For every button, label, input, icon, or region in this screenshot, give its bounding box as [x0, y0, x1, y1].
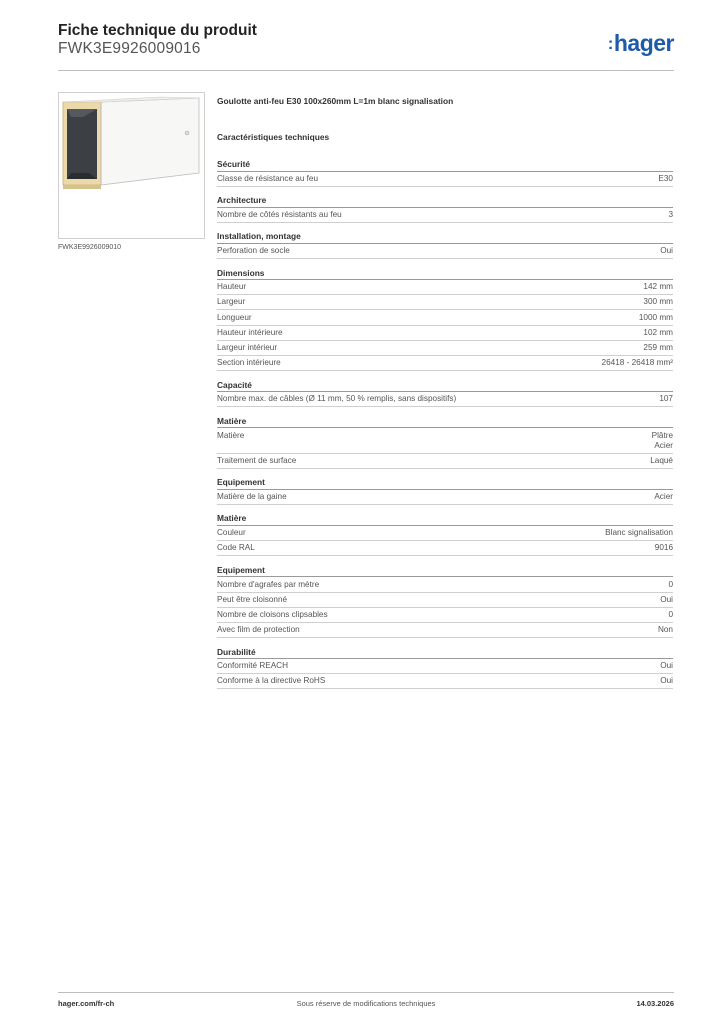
spec-value-line: Oui [660, 661, 673, 671]
section-heading: Matière [217, 513, 673, 526]
spec-value-line: Oui [660, 594, 673, 604]
spec-label: Traitement de surface [217, 455, 297, 465]
spec-row [217, 326, 673, 341]
spec-value [660, 595, 673, 605]
cable-duct-illustration [59, 93, 204, 238]
spec-section [217, 513, 673, 556]
section-heading: Dimensions [217, 268, 673, 281]
spec-label: Classe de résistance au feu [217, 173, 319, 183]
spec-row [217, 244, 673, 259]
spec-value-line: Oui [660, 676, 673, 686]
logo-text: hager [613, 30, 674, 56]
spec-section [217, 231, 673, 259]
spec-value-line: E30 [658, 173, 673, 183]
spec-value-line: Laqué [650, 455, 673, 465]
spec-row [217, 172, 673, 187]
spec-value-line: Acier [654, 440, 673, 450]
spec-row [217, 280, 673, 295]
spec-value-line: 102 mm [643, 327, 673, 337]
spec-label: Code RAL [217, 543, 255, 553]
spec-value [660, 676, 673, 686]
spec-value [659, 394, 673, 404]
spec-label: Conformité REACH [217, 661, 288, 671]
spec-value-line: Plâtre [651, 430, 673, 440]
spec-row [217, 454, 673, 469]
spec-row [217, 208, 673, 223]
spec-value [639, 313, 673, 323]
spec-value [643, 282, 673, 292]
spec-value-line: 1000 mm [638, 312, 673, 322]
hager-logo [608, 30, 674, 57]
document-title: Fiche technique du produit [58, 22, 257, 39]
spec-label: Longueur [217, 312, 252, 322]
spec-value [655, 543, 673, 553]
footer-disclaimer: Sous réserve de modifications techniques [296, 999, 436, 1008]
spec-label: Matière [217, 430, 245, 440]
spec-section [217, 380, 673, 408]
spec-row [217, 356, 673, 371]
spec-value-line: 9016 [654, 543, 673, 553]
product-image [58, 92, 205, 239]
spec-value [652, 431, 673, 451]
spec-section [217, 195, 673, 223]
spec-label: Hauteur [217, 282, 247, 292]
spec-value [643, 297, 673, 307]
spec-label: Couleur [217, 528, 246, 538]
spec-label: Matière de la gaine [217, 491, 287, 501]
spec-section [217, 565, 673, 638]
spec-label: Avec film de protection [217, 625, 300, 635]
spec-row [217, 341, 673, 356]
spec-value [658, 625, 673, 635]
spec-section [217, 159, 673, 187]
spec-row [217, 577, 673, 592]
spec-value [658, 174, 673, 184]
spec-value-line: 3 [668, 209, 673, 219]
spec-value [660, 661, 673, 671]
spec-row [217, 310, 673, 325]
spec-label: Nombre de côtés résistants au feu [217, 209, 342, 219]
spec-label: Perforation de socle [217, 246, 290, 256]
section-heading: Sécurité [217, 159, 673, 172]
spec-section [217, 477, 673, 505]
product-name: Goulotte anti-feu E30 100x260mm L=1m blanc signalisation [217, 96, 454, 106]
section-heading: Durabilité [217, 647, 673, 660]
spec-value-line: 300 mm [643, 297, 673, 307]
spec-value [650, 456, 673, 466]
image-caption: FWK3E9926009010 [58, 244, 122, 251]
spec-label: Hauteur intérieure [217, 327, 283, 337]
spec-value-line: Non [657, 625, 673, 635]
spec-label: Largeur intérieur [217, 343, 278, 352]
spec-label: Largeur [217, 297, 246, 307]
spec-row [217, 295, 673, 310]
spec-row [217, 392, 673, 407]
spec-row [217, 541, 673, 556]
section-heading: Capacité [217, 380, 673, 393]
section-heading: Installation, montage [217, 231, 673, 244]
spec-value [668, 580, 673, 590]
spec-value [668, 610, 673, 620]
spec-label: Conforme à la directive RoHS [217, 676, 326, 686]
spec-section [217, 647, 673, 690]
spec-label: Peut être cloisonné [217, 594, 288, 604]
spec-value [654, 492, 673, 502]
spec-label: Nombre de cloisons clipsables [217, 609, 328, 619]
spec-value-line: Oui [660, 246, 673, 256]
spec-value-line: 0 [668, 609, 673, 619]
section-heading: Equipement [217, 565, 673, 578]
spec-value [643, 328, 673, 338]
spec-value [643, 343, 673, 353]
logo-colon-mark: : [607, 34, 613, 53]
spec-row [217, 623, 673, 638]
section-heading: Matière [217, 416, 673, 429]
footer-divider [58, 992, 674, 993]
spec-value-line: Blanc signalisation [605, 528, 673, 538]
specifications-content [217, 96, 673, 698]
footer-date: 14.03.2026 [636, 999, 674, 1008]
page-header [58, 22, 674, 58]
spec-row [217, 608, 673, 623]
spec-value [605, 528, 673, 538]
spec-row [217, 593, 673, 608]
spec-value [660, 246, 673, 256]
spec-value-line: Acier [654, 491, 673, 501]
spec-row [217, 526, 673, 541]
characteristics-title: Caractéristiques techniques [217, 132, 330, 142]
spec-section [217, 268, 673, 372]
section-heading: Architecture [217, 195, 673, 208]
spec-row [217, 490, 673, 505]
spec-value-line: 0 [668, 579, 673, 589]
spec-row [217, 674, 673, 689]
section-heading: Equipement [217, 477, 673, 490]
spec-label: Section intérieure [217, 358, 281, 368]
spec-value [668, 210, 673, 220]
spec-row [217, 659, 673, 674]
footer-website: hager.com/fr-ch [58, 999, 115, 1008]
spec-section [217, 416, 673, 469]
spec-label: Nombre d'agrafes par mètre [217, 579, 320, 589]
spec-row [217, 428, 673, 453]
spec-value-line: 107 [659, 394, 673, 404]
spec-value-line: 259 mm [643, 343, 673, 352]
spec-label: Nombre max. de câbles (Ø 11 mm, 50 % remplis, sans dispositifs) [217, 394, 457, 404]
spec-sections [217, 159, 673, 689]
product-reference: FWK3E9926009016 [58, 40, 201, 57]
spec-value [602, 358, 673, 368]
header-divider [58, 70, 674, 71]
spec-value-line: 142 mm [643, 282, 673, 292]
spec-value-line: 26418 - 26418 mm² [601, 358, 673, 368]
